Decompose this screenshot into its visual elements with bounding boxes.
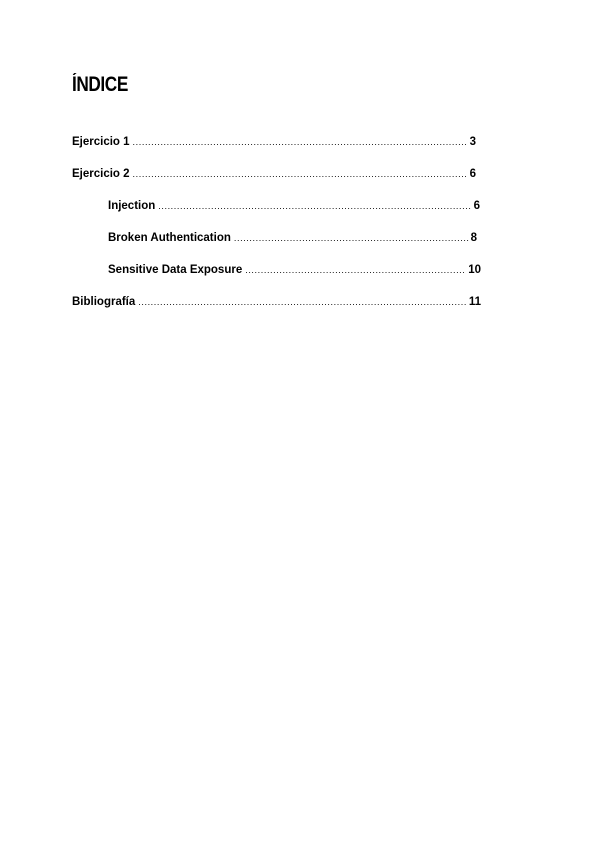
toc-dot-leader bbox=[133, 166, 468, 182]
toc-entry-injection[interactable] bbox=[108, 198, 480, 214]
toc-page-number: 10 bbox=[468, 264, 481, 276]
toc-entry-label: Ejercicio 1 bbox=[72, 136, 130, 148]
toc-entry-label: Injection bbox=[108, 200, 156, 212]
toc-page-number: 3 bbox=[469, 136, 476, 148]
toc-dot-leader bbox=[133, 134, 468, 150]
toc-dot-leader bbox=[158, 198, 471, 214]
toc-entry-label: Broken Authentication bbox=[108, 232, 231, 244]
toc-page-number: 6 bbox=[469, 168, 476, 180]
toc-page-number: 8 bbox=[470, 232, 477, 244]
toc-entry-label: Bibliografía bbox=[72, 296, 136, 308]
toc-entry-broken-authentication[interactable] bbox=[108, 230, 477, 246]
toc-entry-label: Ejercicio 2 bbox=[72, 168, 130, 180]
toc-page-number: 6 bbox=[473, 200, 480, 212]
toc-entry-ejercicio-1[interactable] bbox=[72, 134, 476, 150]
toc-entry-bibliografia[interactable] bbox=[72, 294, 481, 310]
toc-dot-leader bbox=[234, 230, 469, 246]
page-title: ÍNDICE bbox=[72, 73, 128, 96]
toc-dot-leader bbox=[245, 262, 466, 278]
toc-entry-label: Sensitive Data Exposure bbox=[108, 264, 243, 276]
toc-page-number: 11 bbox=[468, 296, 481, 308]
toc-entry-ejercicio-2[interactable] bbox=[72, 166, 476, 182]
toc-dot-leader bbox=[138, 294, 467, 310]
toc-entry-sensitive-data-exposure[interactable] bbox=[108, 262, 481, 278]
